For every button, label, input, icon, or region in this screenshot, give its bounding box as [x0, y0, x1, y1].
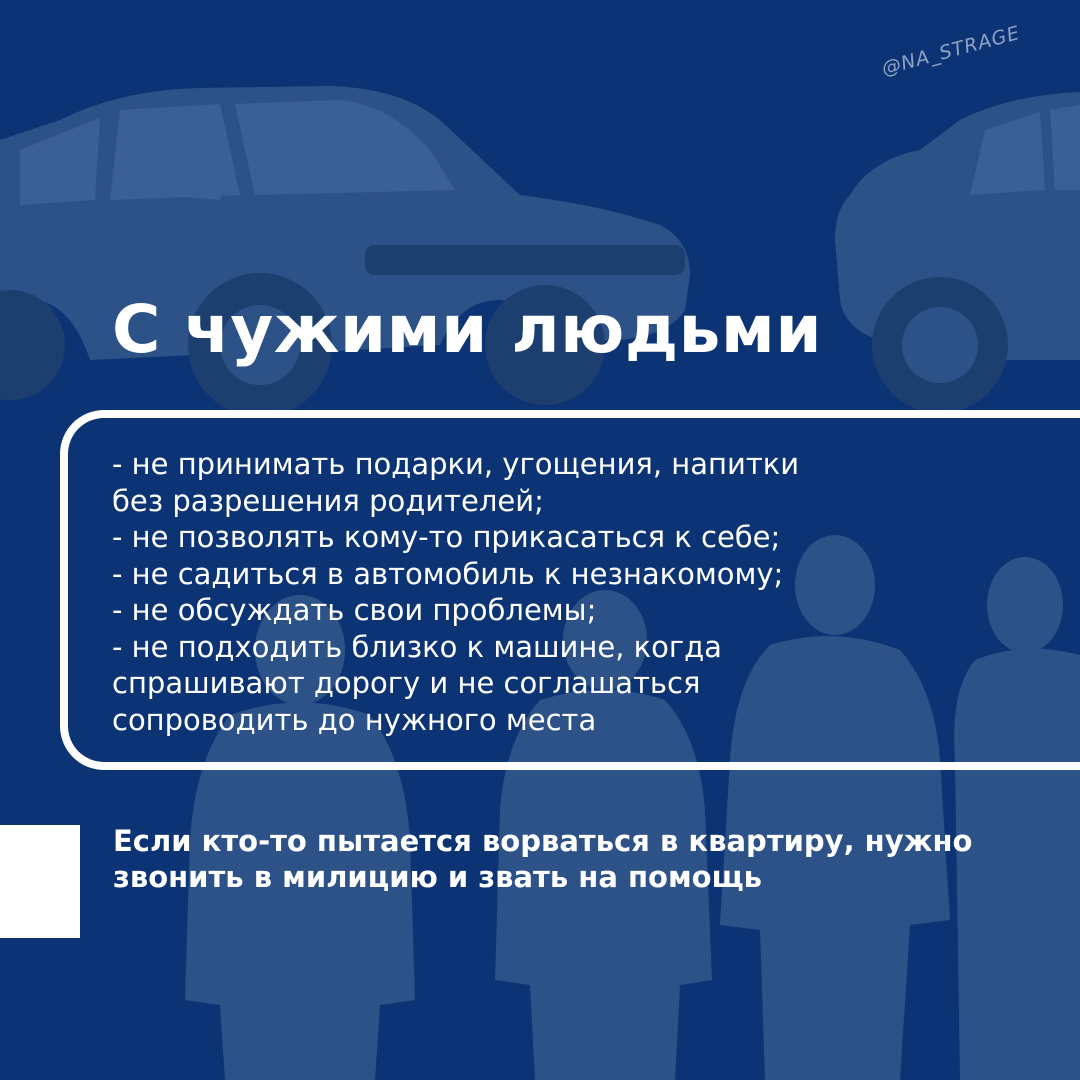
rules-list: [112, 446, 1012, 738]
rule-line: - не позволять кому-то прикасаться к себе;: [112, 520, 781, 554]
rule-line: - не подходить близко к машине, когда: [112, 629, 722, 664]
rule-line: без разрешения родителей;: [112, 483, 544, 518]
rule-line: - не принимать подарки, угощения, напитки: [112, 447, 800, 481]
rule-line: - не обсуждать свои проблемы;: [112, 593, 597, 627]
accent-bar: [0, 825, 80, 938]
page-title: С чужими людьми: [112, 291, 823, 368]
rule-line: - не садиться в автомобиль к незнакомому;: [112, 556, 784, 591]
rule-line: сопроводить до нужного места: [112, 702, 597, 737]
emergency-advice: Если кто-то пытается ворваться в квартиру, нужно звонить в милицию и звать на помощь: [113, 824, 973, 894]
author-watermark: @NA_STRAGE: [879, 21, 1023, 80]
car-right-illustration: [835, 92, 1080, 413]
rule-line: спрашивают дорогу и не соглашаться: [112, 666, 701, 700]
